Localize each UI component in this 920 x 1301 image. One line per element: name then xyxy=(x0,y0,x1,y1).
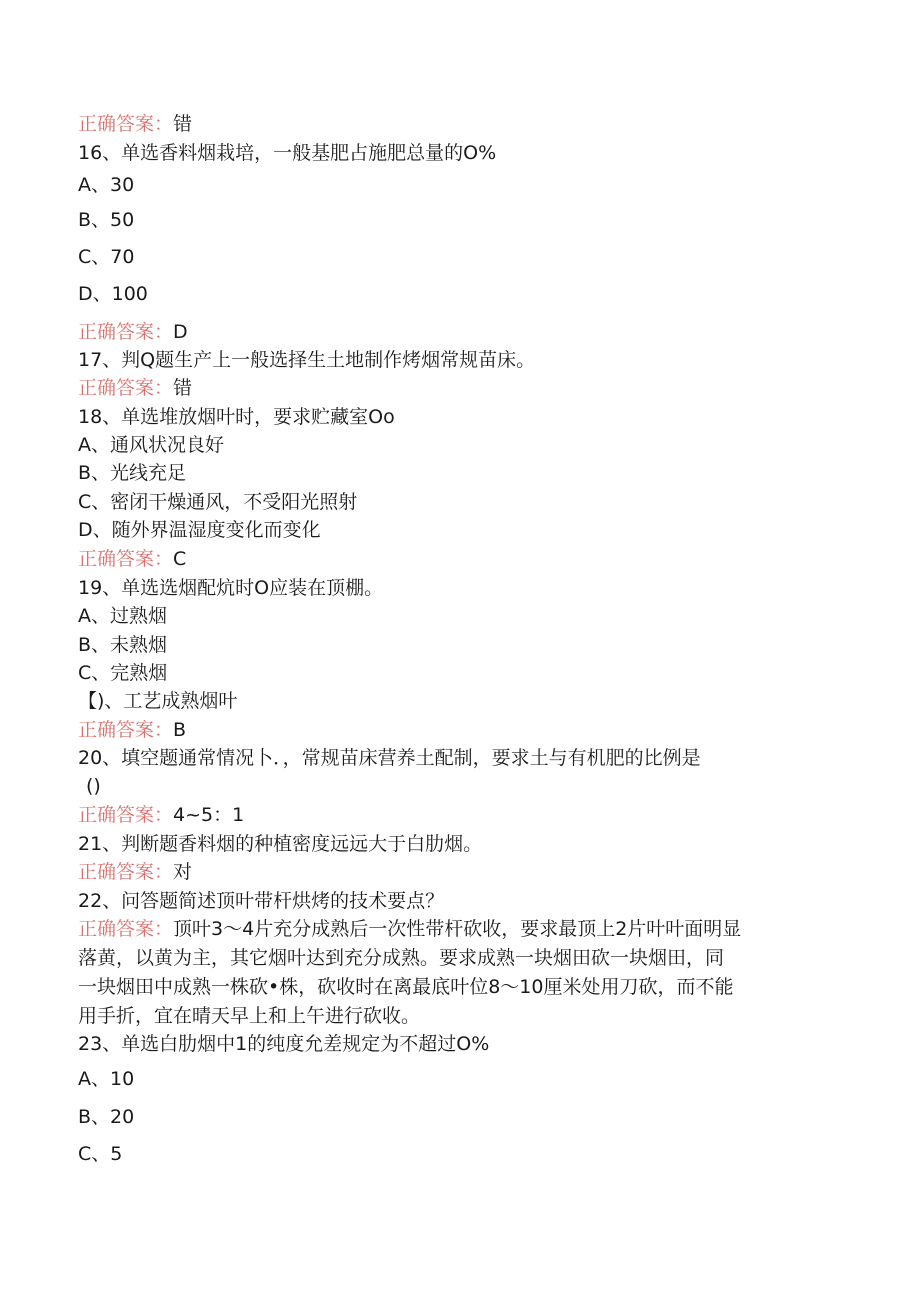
answer-line xyxy=(78,112,192,136)
option-c: C、5 xyxy=(78,1143,123,1165)
answer-line xyxy=(78,320,188,344)
answer-line xyxy=(78,376,192,400)
answer-value: 错 xyxy=(173,113,193,135)
question-17: 17、判Q题生产上一般选择生土地制作烤烟常规苗床。 xyxy=(78,349,536,371)
answer-value: B xyxy=(173,719,187,741)
option-b: B、未熟烟 xyxy=(78,634,168,656)
question-16: 16、单选香料烟栽培，一般基肥占施肥总量的O% xyxy=(78,142,497,164)
option-a: A、30 xyxy=(78,174,135,196)
answer-line xyxy=(78,917,741,941)
answer-label: 正确答案： xyxy=(78,113,174,135)
answer-value: 错 xyxy=(173,377,193,399)
answer-label: 正确答案： xyxy=(78,321,174,343)
answer-label: 正确答案： xyxy=(78,861,174,883)
question-22: 22、问答题简述顶叶带杆烘烤的技术要点？ xyxy=(78,890,445,912)
answer-value: 4~5：1 xyxy=(173,804,245,826)
option-b: B、光线充足 xyxy=(78,462,187,484)
question-18: 18、单选堆放烟叶时，要求贮藏室Oo xyxy=(78,406,395,428)
option-d: D、随外界温湿度变化而变化 xyxy=(78,519,321,541)
answer-line xyxy=(78,860,192,884)
option-d: D、100 xyxy=(78,283,148,305)
option-a: A、10 xyxy=(78,1068,135,1090)
option-d: 【)、工艺成熟烟叶 xyxy=(78,690,238,712)
answer-label: 正确答案： xyxy=(78,548,174,570)
answer-value: C xyxy=(173,548,187,570)
answer-label: 正确答案： xyxy=(78,804,174,826)
answer-line xyxy=(78,718,186,742)
answer-value: 顶叶3～4片充分成熟后一次性带杆砍收，要求最顶上2片叶叶面明显 xyxy=(173,918,742,940)
option-b: B、50 xyxy=(78,209,135,231)
question-19: 19、单选选烟配炕时O应装在顶棚。 xyxy=(78,577,384,599)
option-c: C、密闭干燥通风，不受阳光照射 xyxy=(78,491,358,513)
option-c: C、70 xyxy=(78,246,135,268)
question-23: 23、单选白肋烟中1的纯度允差规定为不超过O% xyxy=(78,1033,490,1055)
question-20-blank: () xyxy=(86,775,101,797)
answer-line xyxy=(78,547,186,571)
answer-continuation: 一块烟田中成熟一株砍•株，砍收时在离最底叶位8～10厘米处用刀砍，而不能 xyxy=(78,976,734,998)
answer-label: 正确答案： xyxy=(78,918,174,940)
answer-label: 正确答案： xyxy=(78,719,174,741)
option-c: C、完熟烟 xyxy=(78,662,168,684)
option-b: B、20 xyxy=(78,1106,135,1128)
answer-continuation: 用手折，宜在晴天早上和上午进行砍收。 xyxy=(78,1005,421,1027)
question-20: 20、填空题通常情况卜．，常规苗床营养土配制，要求土与有机肥的比例是 xyxy=(78,747,701,769)
answer-continuation: 落黄，以黄为主，其它烟叶达到充分成熟。要求成熟一块烟田砍一块烟田，同 xyxy=(78,947,725,969)
option-a: A、过熟烟 xyxy=(78,605,167,627)
answer-line xyxy=(78,803,244,827)
answer-value: D xyxy=(173,321,188,343)
question-21: 21、判断题香料烟的种植密度远远大于白肋烟。 xyxy=(78,833,483,855)
option-a: A、通风状况良好 xyxy=(78,434,224,456)
answer-label: 正确答案： xyxy=(78,377,174,399)
answer-value: 对 xyxy=(173,861,193,883)
